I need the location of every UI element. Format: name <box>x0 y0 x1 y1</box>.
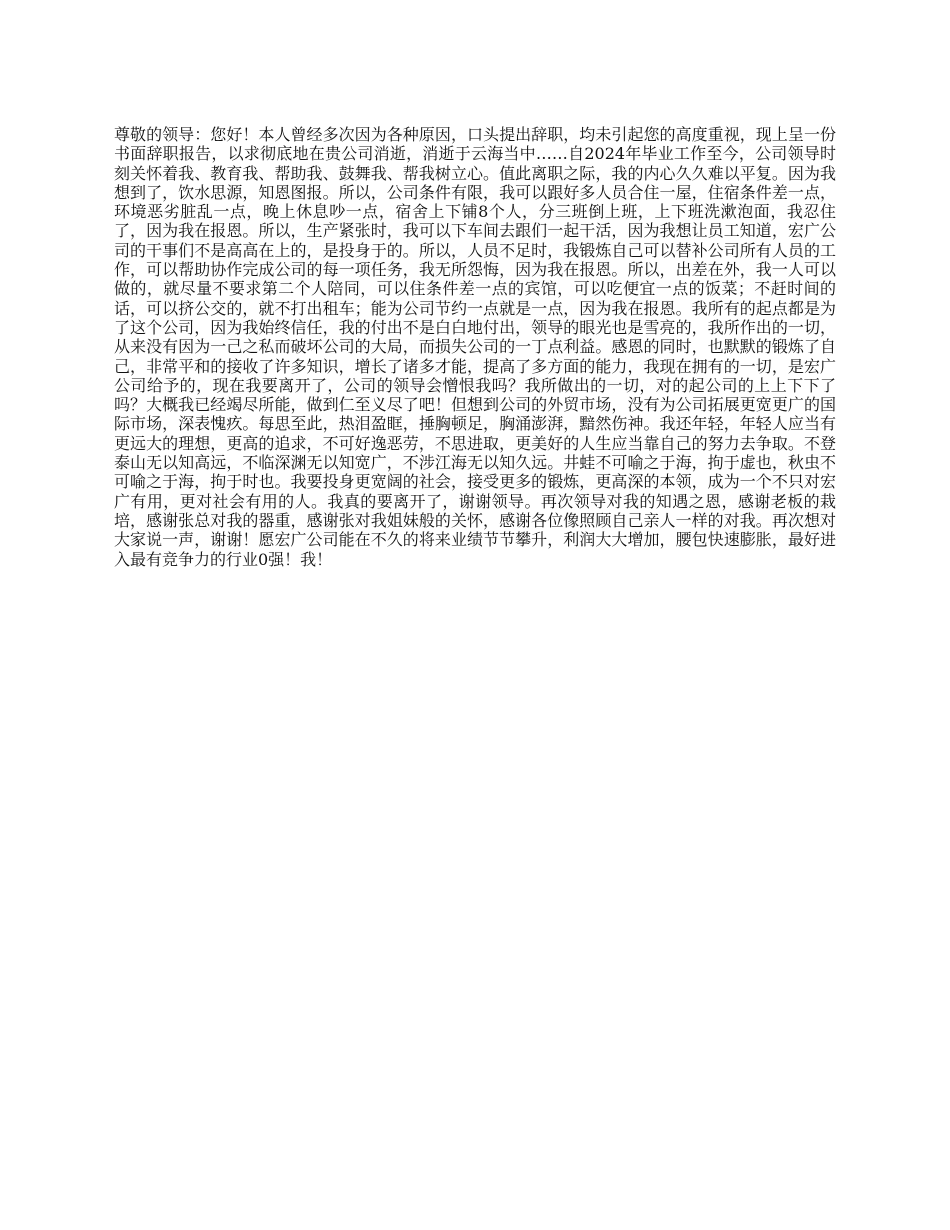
resignation-letter-text: 尊敬的领导：您好！本人曾经多次因为各种原因，口头提出辞职，均未引起您的高度重视，现上呈一份书面辞职报告，以求彻底地在贵公司消逝，消逝于云海当中……自2024年毕业工作至今，公司领导时刻关怀着我、教育我、帮助我、鼓舞我、帮我树立心。值此离职之际，我的内心久久难以平复。因为我想到了，饮水思源，知恩图报。所以，公司条件有限，我可以跟好多人员合住一屋，住宿条件差一点，环境恶劣脏乱一点，晚上休息吵一点，宿舍上下铺8个人，分三班倒上班，上下班洗漱泡面，我忍住了，因为我在报恩。所以，生产紧张时，我可以下车间去跟们一起干活，因为我想让员工知道，宏广公司的干事们不是高高在上的，是投身于的。所以，人员不足时，我锻炼自己可以替补公司所有人员的工作，可以帮助协作完成公司的每一项任务，我无所怨悔，因为我在报恩。所以，出差在外，我一人可以做的，就尽量不要求第二个人陪同，可以住条件差一点的宾馆，可以吃便宜一点的饭菜；不赶时间的话，可以挤公交的，就不打出租车；能为公司节约一点就是一点，因为我在报恩。我所有的起点都是为了这个公司，因为我始终信任，我的付出不是白白地付出，领导的眼光也是雪亮的，我所作出的一切，从来没有因为一己之私而破坏公司的大局，而损失公司的一丁点利益。感恩的同时，也默默的锻炼了自己，非常平和的接收了许多知识，增长了诸多才能，提高了多方面的能力，我现在拥有的一切，是宏广公司给予的，现在我要离开了，公司的领导会憎恨我吗？我所做出的一切，对的起公司的上上下下了吗？大概我已经竭尽所能，做到仁至义尽了吧！但想到公司的外贸市场，没有为公司拓展更宽更广的国际市场，深表愧疚。每思至此，热泪盈眶，捶胸顿足，胸涌澎湃，黯然伤神。我还年轻，年轻人应当有更远大的理想，更高的追求，不可好逸恶劳，不思进取，更美好的人生应当靠自己的努力去争取。不登泰山无以知高远，不临深渊无以知宽广，不涉江海无以知久远。井蛙不可喻之于海，拘于虚也，秋虫不可喻之于海，拘于时也。我要投身更宽阔的社会，接受更多的锻炼，更高深的本领，成为一个不只对宏广有用，更对社会有用的人。我真的要离开了，谢谢领导。再次领导对我的知遇之恩，感谢老板的栽培，感谢张总对我的器重，感谢张对我姐妹般的关怀，感谢各位像照顾自己亲人一样的对我。再次想对大家说一声，谢谢！愿宏广公司能在不久的将来业绩节节攀升，利润大大增加，腰包快速膨胀，最好进入最有竞争力的行业0强！我！ <box>114 125 836 569</box>
